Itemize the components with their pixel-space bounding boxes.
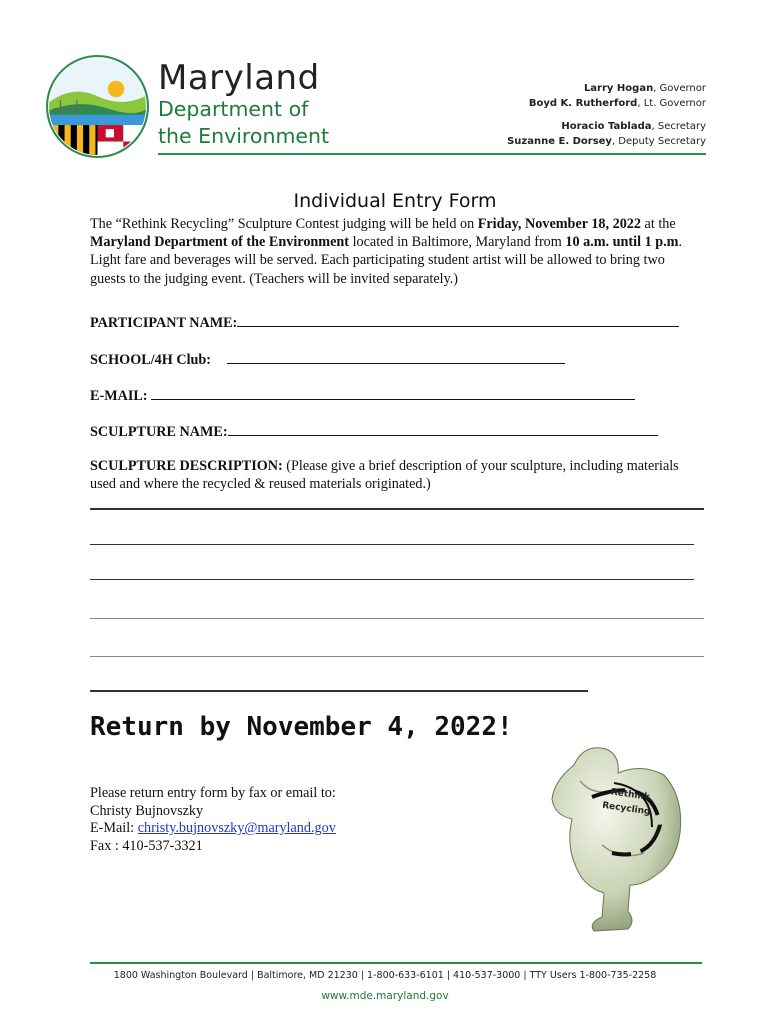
sculpture-description-text: SCULPTURE DESCRIPTION: (Please give a brief description of your sculpture, including materials used and where the recycled & reused materials originated.) (90, 458, 679, 492)
description-line-3[interactable] (90, 579, 694, 580)
org-dept-line2: the Environment (158, 124, 330, 148)
contact-name: Christy Bujnovszky (90, 802, 204, 819)
description-line-5[interactable] (90, 656, 704, 657)
sculpture-name-line[interactable] (228, 422, 658, 436)
return-deadline-heading: Return by November 4, 2022! (90, 712, 513, 742)
email-line[interactable] (151, 386, 635, 400)
return-contact-info (90, 785, 336, 855)
org-dept-line1: Department of (158, 97, 309, 121)
email-label: E-MAIL: (90, 388, 152, 404)
sculpture-name-label: SCULPTURE NAME: (90, 424, 228, 440)
return-instructions: Please return entry form by fax or email to: (90, 785, 336, 801)
recycling-label: Recycling (601, 800, 652, 818)
thinker-sculpture-image (532, 735, 692, 935)
footer-divider (90, 962, 702, 964)
description-line-6[interactable] (90, 690, 588, 692)
school-label: SCHOOL/4H Club: (90, 352, 212, 368)
sculpture-name-field[interactable] (90, 422, 658, 441)
contact-email-row: E-Mail: christy.bujnovszky@maryland.gov (90, 820, 336, 836)
official-governor: Larry Hogan, Governor (583, 83, 706, 94)
participant-name-field[interactable] (90, 313, 679, 332)
school-field[interactable] (90, 350, 565, 369)
official-secretary: Horacio Tablada, Secretary (561, 121, 706, 132)
participant-name-line[interactable] (237, 313, 679, 327)
contact-fax: Fax : 410-537-3321 (90, 837, 203, 854)
mde-logo (46, 55, 149, 158)
description-line-2[interactable] (90, 544, 694, 545)
school-line[interactable] (227, 350, 565, 364)
participant-name-label: PARTICIPANT NAME: (90, 315, 238, 331)
description-line-4[interactable] (90, 618, 704, 619)
rethink-label: Rethink (610, 787, 651, 803)
footer-website-link[interactable]: www.mde.maryland.gov (321, 990, 449, 1002)
description-line-1[interactable] (90, 508, 704, 510)
sculpture-description-label: SCULPTURE DESCRIPTION: (90, 458, 283, 474)
official-deputy-secretary: Suzanne E. Dorsey, Deputy Secretary (507, 136, 706, 147)
header-divider (158, 153, 706, 155)
contact-email-link[interactable]: christy.bujnovszky@maryland.gov (137, 820, 336, 836)
footer-address: 1800 Washington Boulevard | Baltimore, MD 21230 | 1-800-633-6101 | 410-537-3000 | TTY Users 1-800-735-2258 (113, 970, 657, 981)
form-title: Individual Entry Form (293, 190, 497, 212)
intro-paragraph: The “Rethink Recycling” Sculpture Contest judging will be held on Friday, November 18, 2022 at the Maryland Department of the Environment located in Baltimore, Maryland from 10 a.m. until 1 p.m. Light fare and beverages will be served. Each participating student artist will be allowed to bring two guests to the judging event. (Teachers will be invited separately.) (90, 216, 683, 287)
official-lt-governor: Boyd K. Rutherford, Lt. Governor (528, 98, 706, 109)
email-field[interactable] (90, 386, 635, 405)
officials-list (507, 81, 706, 149)
org-title: Maryland (158, 58, 320, 98)
